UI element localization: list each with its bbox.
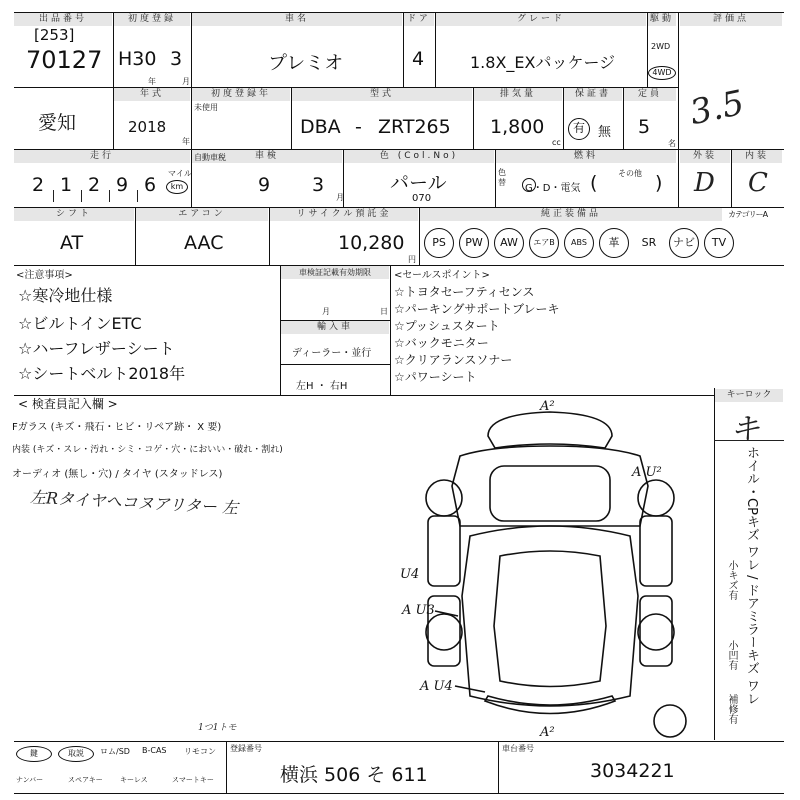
equip-item: AW <box>494 228 524 258</box>
car-damage-diagram <box>400 396 715 741</box>
pass-yes-circled: 有 <box>568 118 590 140</box>
digit-separator <box>137 190 138 202</box>
color-label: 色 (Col.No) <box>344 150 494 163</box>
cap-label: 定員 <box>624 88 676 101</box>
color-number: 070 <box>412 193 432 204</box>
inspector-label: < 検査員記入欄 > <box>18 397 118 411</box>
ac-label: エアコン <box>136 208 268 221</box>
damage-mark: A U² <box>632 465 662 480</box>
cc-unit: cc <box>552 138 561 147</box>
odometer-digit: 2 <box>32 174 45 196</box>
rule <box>343 149 344 207</box>
reg-label: 初度登録 <box>114 13 190 26</box>
fuel-paren-close: ) <box>655 172 663 194</box>
rule <box>647 12 648 87</box>
rule <box>226 741 227 793</box>
car-name: プレミオ <box>268 52 344 74</box>
recycle-unit: 円 <box>408 255 416 264</box>
damage-mark: A U4 <box>420 679 453 694</box>
recall-label: 車検証記載有効期限 <box>281 266 389 279</box>
rule <box>291 87 292 149</box>
odometer-digit: 6 <box>144 174 157 196</box>
rule <box>678 149 679 207</box>
nendo-year: 2018 <box>128 118 167 136</box>
sales-label: <セールスポイント> <box>394 270 490 281</box>
front-left-wheel <box>426 480 462 516</box>
rule <box>135 207 136 265</box>
rule <box>113 12 114 87</box>
plate-label: 登録番号 <box>230 744 262 753</box>
front-bumper <box>488 412 612 448</box>
rule <box>280 364 390 365</box>
odometer-digit: 9 <box>116 174 129 196</box>
fuel-label: 燃料 <box>496 150 676 163</box>
keylock-mark: キ <box>730 412 760 447</box>
front-right-door <box>640 516 672 586</box>
damage-mark: A² <box>540 725 555 740</box>
pass-label: 保証書 <box>564 88 622 101</box>
rule <box>390 265 391 395</box>
inspector-audio: オーディオ (無し・穴) / タイヤ (スタッドレス) <box>12 469 223 480</box>
key-item: リモコン <box>184 747 216 756</box>
doors: 4 <box>412 48 425 70</box>
digit-separator <box>53 190 54 202</box>
reg-month-unit: 月 <box>182 77 190 86</box>
spare-tire <box>654 705 686 737</box>
nendo-label: 年式 <box>114 88 190 101</box>
cc-label: 排気量 <box>474 88 562 101</box>
front-left-door <box>428 516 460 586</box>
inspect-unit: 月 <box>336 193 344 202</box>
chassis-label: 車台番号 <box>502 744 534 753</box>
rule <box>191 149 192 207</box>
drive-2wd: 2WD <box>651 42 671 51</box>
reg-era-year: H30 <box>118 48 157 70</box>
model-code: ZRT265 <box>378 116 451 138</box>
rule <box>563 87 564 149</box>
grade-label: グレード <box>436 13 646 26</box>
rule <box>14 741 784 742</box>
score-value: 3.5 <box>686 82 748 134</box>
odometer-digit: 2 <box>88 174 101 196</box>
drive-label: 駆動 <box>649 14 674 24</box>
keylock-repair: 補修有 <box>726 694 737 724</box>
fuel-options: G・D・電気 <box>525 183 581 194</box>
rule <box>191 87 192 149</box>
rule <box>435 12 436 87</box>
equip-item: エアB <box>529 228 559 258</box>
name-label: 車名 <box>192 13 402 26</box>
pass-no: 無 <box>598 125 612 140</box>
drive-4wd-circled: 4WD <box>648 66 676 80</box>
recycle-fee: 10,280 <box>338 232 405 254</box>
lot-branch: [253] <box>34 26 75 44</box>
note-item: ☆寒冷地仕様 <box>18 286 113 305</box>
sales-point: ☆トヨタセーフティセンス <box>394 285 535 299</box>
fuel-other: その他 <box>618 169 642 178</box>
chassis-number: 3034221 <box>590 760 675 782</box>
inspector-handwritten: 左Rタイヤへコヌアリター 左 <box>29 487 239 518</box>
shift-label: シフト <box>14 208 134 221</box>
rule <box>419 207 420 265</box>
recall-month-unit: 月 <box>322 307 330 316</box>
equip-item: 革 <box>599 228 629 258</box>
key-item-secondary: スペアキー <box>68 776 103 784</box>
tax-sub: 自動車税 <box>194 153 226 162</box>
rule <box>269 207 270 265</box>
km-mile: マイル <box>168 169 192 178</box>
sales-point: ☆パーキングサポートブレーキ <box>394 302 560 316</box>
notes-label: <注意事項> <box>16 270 73 281</box>
displacement: 1,800 <box>490 116 545 138</box>
key-item: B-CAS <box>142 746 167 755</box>
lot-number: 70127 <box>26 46 103 74</box>
model-dash: - <box>355 116 362 138</box>
rear-right-door <box>640 596 672 666</box>
category-label: カテゴリーA <box>728 210 768 219</box>
rear-left-wheel <box>426 614 462 650</box>
nendo-unit: 年 <box>182 137 190 146</box>
key-item-secondary: ナンバー <box>16 776 44 784</box>
rule <box>495 149 496 207</box>
rule <box>731 149 732 207</box>
lot-label: 出品番号 <box>14 13 112 26</box>
hood <box>452 446 648 526</box>
rear-bumper <box>485 696 615 714</box>
equip-item: ナビ <box>669 228 699 258</box>
interior-grade: C <box>748 168 768 198</box>
inspector-interior: 内装 (キズ・スレ・汚れ・シミ・コゲ・穴・においい・破れ・割れ) <box>12 445 283 455</box>
first-label: 初度登録年 <box>192 88 290 101</box>
damage-mark: A² <box>540 399 555 414</box>
rule <box>473 87 474 149</box>
rear-right-wheel <box>638 614 674 650</box>
digit-separator <box>109 190 110 202</box>
rule <box>191 12 192 87</box>
key-item: ロム/SD <box>100 747 130 756</box>
fuel-side: 色替 <box>498 168 506 187</box>
odometer-digit: 1 <box>60 174 73 196</box>
door-label: ドア <box>404 13 434 26</box>
km-label: 走行 <box>14 150 190 163</box>
rule <box>678 12 679 149</box>
damage-mark: U4 <box>400 567 420 582</box>
model-prefix: DBA <box>300 116 341 138</box>
inspector-glass: Fガラス (キズ・飛石・ヒビ・リペア跡・ X 要) <box>12 422 222 433</box>
rule <box>403 12 404 87</box>
score-label: 評価点 <box>680 13 782 26</box>
reg-year-unit: 年 <box>148 77 156 86</box>
rule <box>714 440 784 441</box>
diagram-small-note: 1つ1トモ <box>198 723 237 733</box>
damage-mark: A U3 <box>402 603 435 618</box>
equip-label: 純正装備品 <box>420 208 722 221</box>
roof <box>494 551 606 687</box>
sales-point: ☆クリアランスソナー <box>394 353 513 367</box>
sales-point: ☆パワーシート <box>394 370 477 384</box>
note-item: ☆シートベルト2018年 <box>18 364 186 383</box>
keylock-small1: 小キズ有 <box>726 560 737 600</box>
capacity: 5 <box>638 116 651 138</box>
equip-item: SR <box>641 236 657 249</box>
note-item: ☆ビルトインETC <box>18 314 142 333</box>
sales-point: ☆バックモニター <box>394 336 489 350</box>
exterior-grade: D <box>694 168 715 198</box>
air-conditioner: AAC <box>184 232 224 254</box>
equip-item: TV <box>704 228 734 258</box>
rule <box>623 87 624 149</box>
license-plate: 横浜 506 そ 611 <box>280 764 428 786</box>
km-unit-circled: km <box>166 180 188 194</box>
fuel-paren-open: ( <box>590 172 598 194</box>
first-sub: 未使用 <box>194 103 218 112</box>
tax-label: 車検 <box>192 150 342 163</box>
dealer-option: ディーラー・並行 <box>292 348 372 359</box>
capacity-unit: 名 <box>668 139 676 148</box>
equip-item: PS <box>424 228 454 258</box>
reg-month: 3 <box>170 48 183 70</box>
recall-day-unit: 日 <box>380 307 388 316</box>
equip-item: ABS <box>564 228 594 258</box>
steering-option: 左H ・ 右H <box>296 381 348 392</box>
digit-separator <box>81 190 82 202</box>
cabin <box>462 526 638 706</box>
recycle-label: リサイクル預託金 <box>270 208 418 221</box>
keylock-label: キーロック <box>715 389 783 402</box>
front-right-wheel <box>638 480 674 516</box>
keylock-side-text: ホイル・CPキズ ワレ / ドアミラーキズ ワレ <box>744 446 759 705</box>
model-label: 型式 <box>292 88 472 101</box>
inspect-year: 9 <box>258 174 271 196</box>
note-item: ☆ハーフレザーシート <box>18 339 175 358</box>
key-item-secondary: スマートキー <box>172 776 214 784</box>
inspect-month: 3 <box>312 174 325 196</box>
prefecture: 愛知 <box>38 112 77 134</box>
hood-panel <box>490 466 610 521</box>
rule <box>113 87 114 149</box>
equip-item: PW <box>459 228 489 258</box>
key-item: 鍵 <box>16 746 52 762</box>
color-name: パール <box>390 172 447 194</box>
rule <box>14 793 784 794</box>
sales-point: ☆プッシュスタート <box>394 319 500 333</box>
int-label: 内装 <box>732 150 782 163</box>
grade: 1.8X_EXパッケージ <box>470 53 616 72</box>
ext-label: 外装 <box>680 150 730 163</box>
shift: AT <box>60 232 84 254</box>
rule <box>498 741 499 793</box>
key-item: 取説 <box>58 746 94 762</box>
import-label: 輸入車 <box>281 321 389 334</box>
key-item-secondary: キーレス <box>120 776 148 784</box>
keylock-small2: 小凹有 <box>726 640 737 670</box>
